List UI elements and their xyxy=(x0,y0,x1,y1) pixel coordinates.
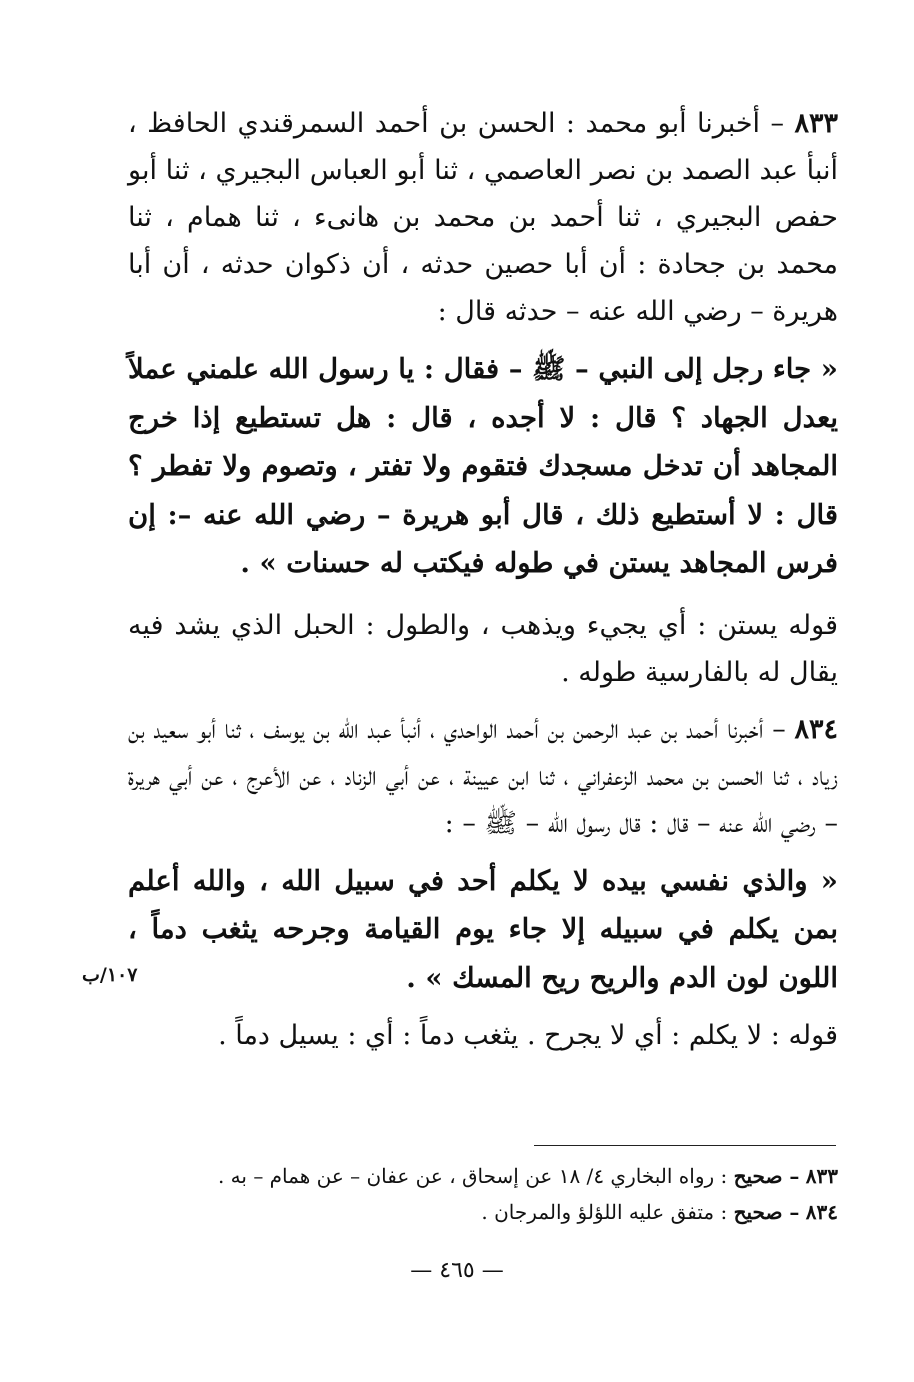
entry-834-hadith: « والذي نفسي بيده لا يكلم أحد في سبيل الله ، والله أعلم بمن يكلم في سبيله إلا جاء يوم القيامة وجرحه يثغب دماً ، اللون لون الدم والريح ريح المسك » . xyxy=(128,864,838,994)
entry-834-isnad xyxy=(128,706,838,847)
footnote-text: : متفق عليه اللؤلؤ والمرجان . xyxy=(481,1200,728,1224)
footnote-number: ٨٣٣ xyxy=(805,1164,838,1188)
footnote-text: : رواه البخاري ٤/ ١٨ عن إسحاق ، عن عفان – عن همام – به . xyxy=(217,1164,728,1188)
page-number: — ٤٦٥ — xyxy=(410,1258,504,1283)
footnote-number: ٨٣٤ xyxy=(805,1200,838,1224)
footnote-834 xyxy=(100,1194,838,1230)
footnotes xyxy=(100,1158,838,1230)
isnad-text: – أخبرنا أبو محمد : الحسن بن أحمد السمرقندي الحافظ ، أنبأ عبد الصمد بن نصر العاصمي ، ثنا أبو العباس البجيري ، ثنا أبو حفص البجيري ، ثنا أحمد بن محمد بن هانىء ، ثنا همام ، ثنا محمد بن جحادة : أن أبا حصين حدثه ، أن ذكوان حدثه ، أن أبا هريرة – رضي الله عنه – حدثه قال : xyxy=(128,108,838,327)
entry-number: ٨٣٤ xyxy=(794,713,838,745)
entry-833-hadith: « جاء رجل إلى النبي – ﷺ – فقال : يا رسول الله علمني عملاً يعدل الجهاد ؟ قال : لا أجده ، قال : هل تستطيع إذا خرج المجاهد أن تدخل مسجدك فتقوم ولا تفتر ، وتصوم ولا تفطر ؟ قال : لا أستطيع ذلك ، قال أبو هريرة – رضي الله عنه –: إن فرس المجاهد يستن في طوله فيكتب له حسنات » . xyxy=(128,353,838,579)
footnote-grade: – صحيح xyxy=(733,1164,800,1188)
entry-833-comment: قوله يستن : أي يجيء ويذهب ، والطول : الحبل الذي يشد فيه يقال له بالفارسية طوله . xyxy=(128,609,838,688)
entry-number: ٨٣٣ xyxy=(794,108,838,139)
manuscript-folio-note: ١٠٧/ب xyxy=(82,964,138,986)
footnote-grade: – صحيح xyxy=(733,1200,800,1224)
main-text xyxy=(128,100,838,1059)
footnote-833 xyxy=(100,1158,838,1194)
entry-833-isnad xyxy=(128,100,838,335)
isnad-text: – أخبرنا أحمد بن عبد الرحمن بن أحمد الواحدي ، أنبأ عبد الله بن يوسف ، ثنا أبو سعيد بن زياد ، ثنا الحسن بن محمد الزعفراني ، ثنا ابن عيينة ، عن أبي الزناد ، عن الأعرج ، عن أبي هريرة – رضي الله عنه – قال : قال رسول الله – ﷺ – : xyxy=(128,713,838,839)
footnote-divider xyxy=(534,1145,836,1146)
entry-834-comment: قوله : لا يكلم : أي لا يجرح . يثغب دماً : أي : يسيل دماً . xyxy=(218,1020,838,1051)
